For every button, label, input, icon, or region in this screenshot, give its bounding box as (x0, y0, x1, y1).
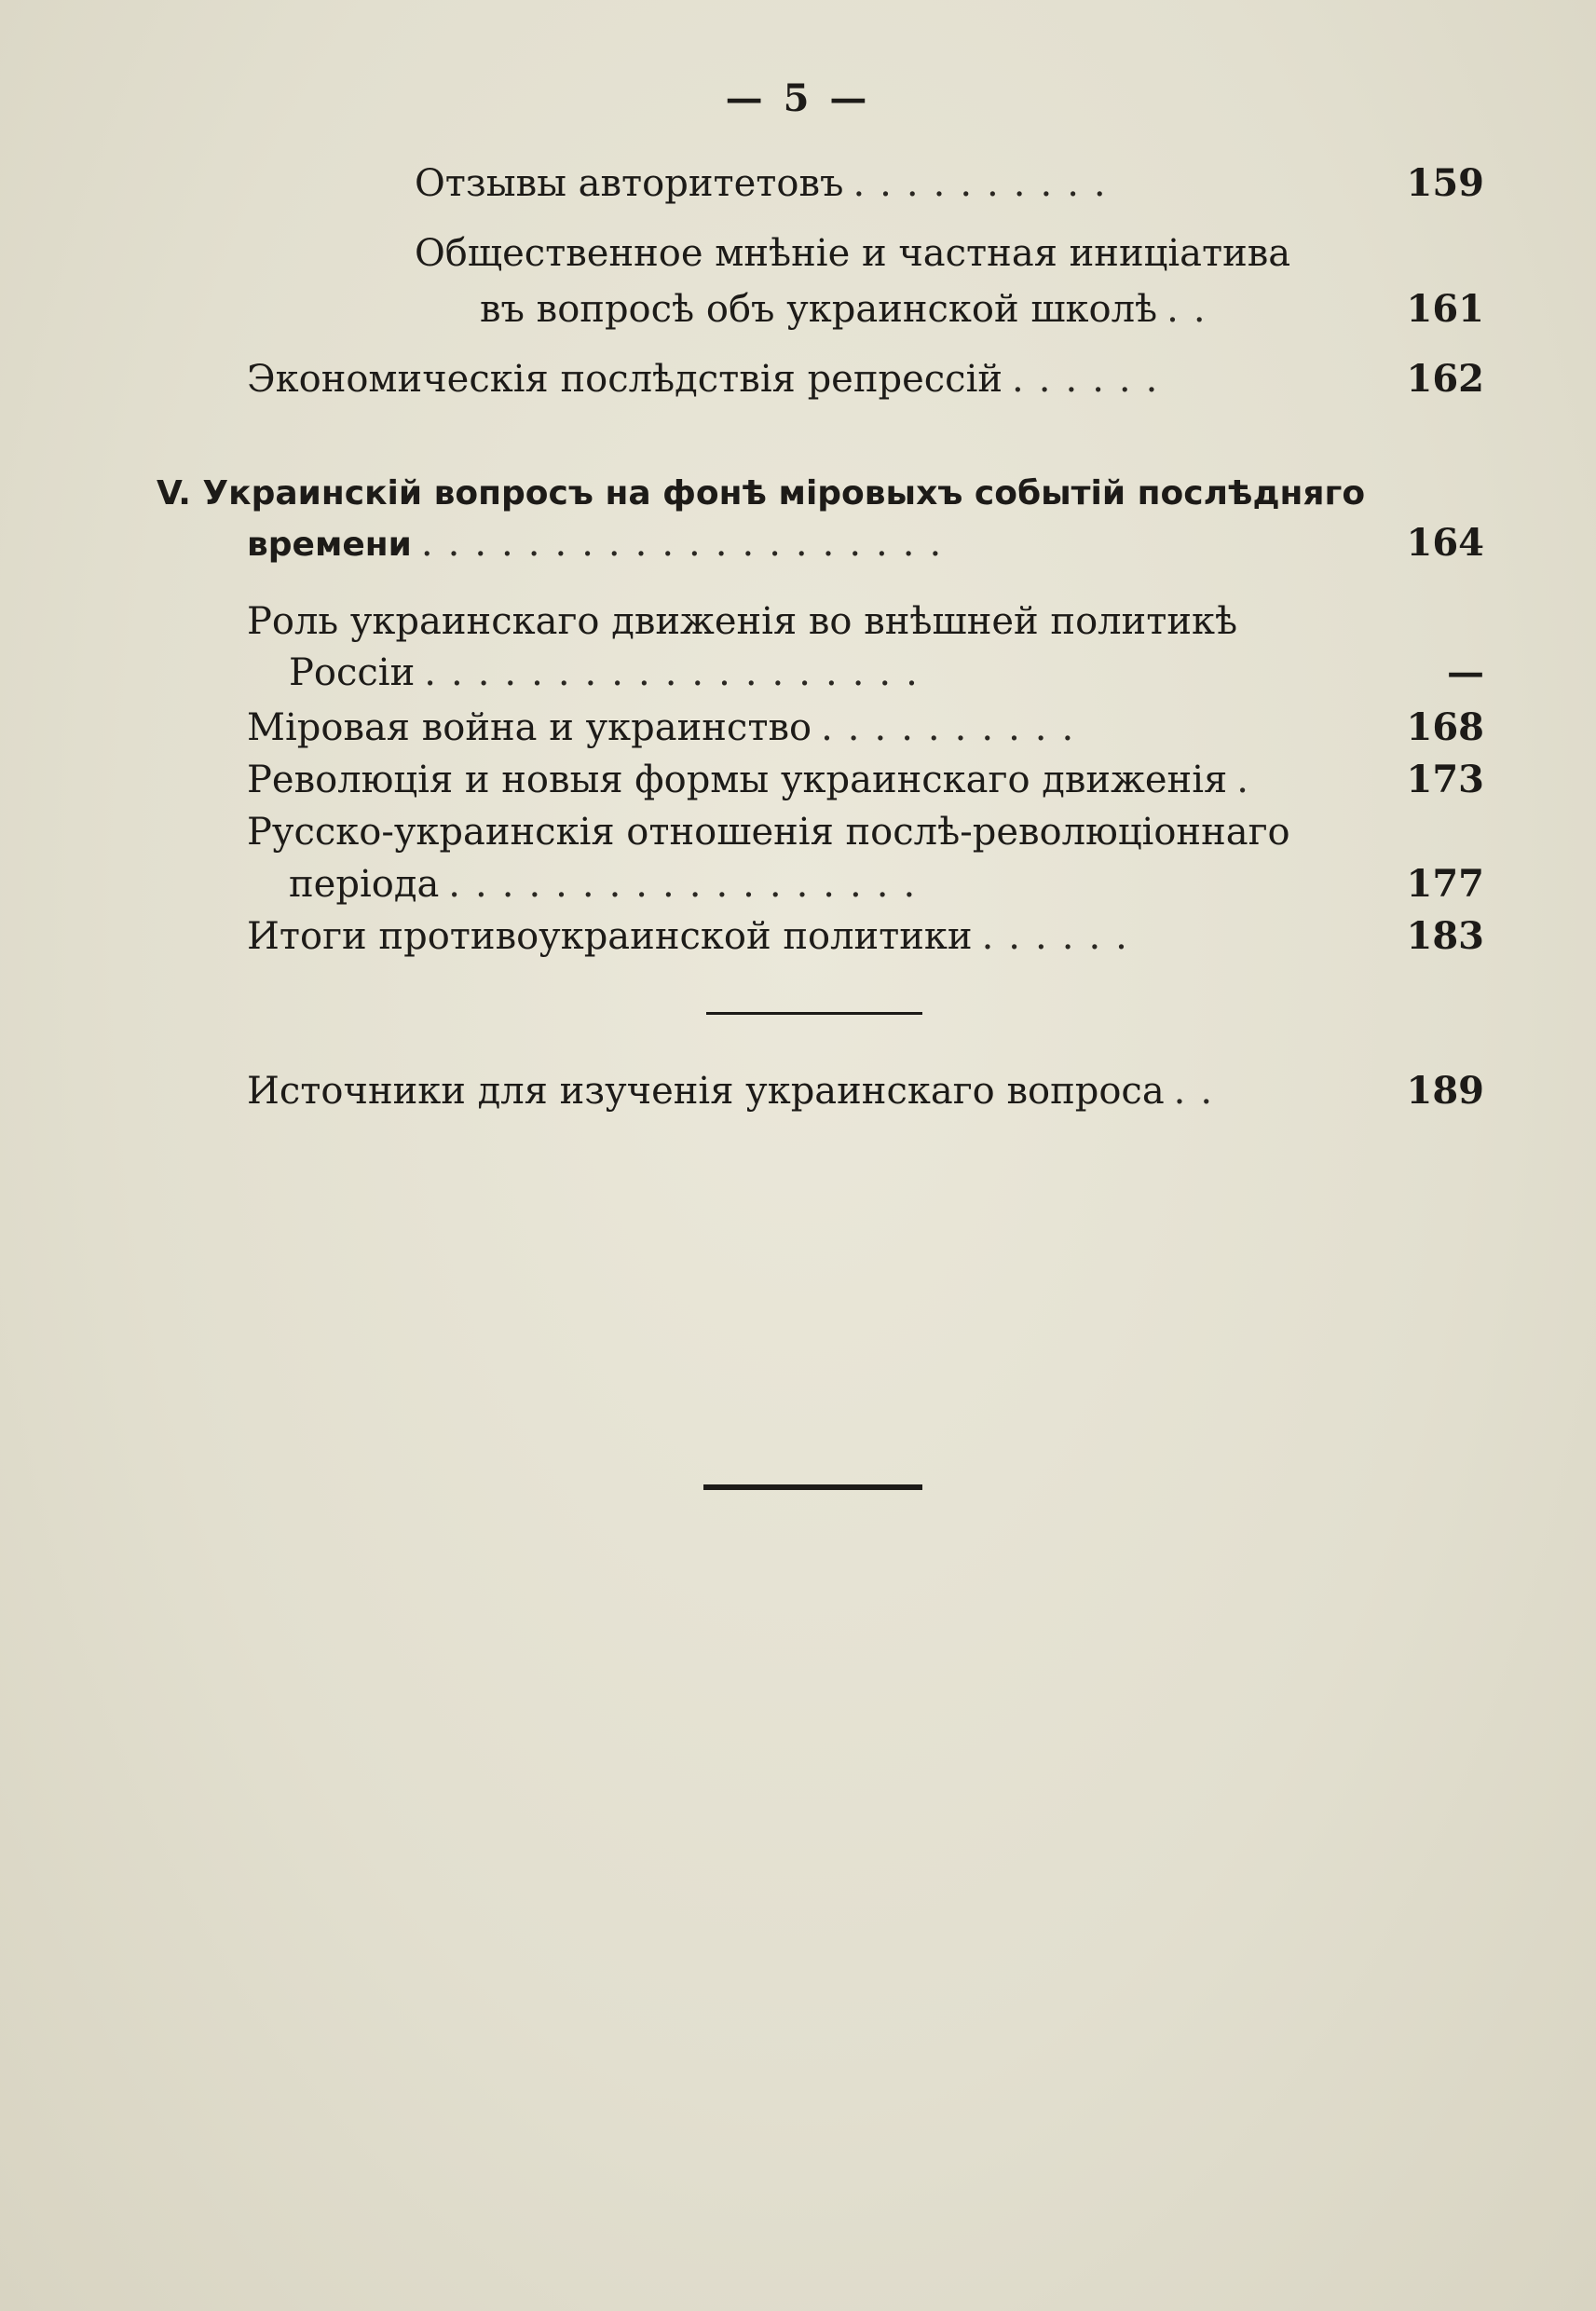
toc-entry-title: Источники для изученія украинскаго вопроса (247, 1070, 1165, 1113)
toc-leader-dots: ...... (1012, 358, 1173, 401)
toc-leader-dots: ...... (981, 915, 1142, 958)
toc-leader-dots: .......... (821, 706, 1089, 749)
toc-entry (289, 648, 1484, 698)
toc-leader-dots: .. (1173, 1070, 1228, 1113)
toc-page-number: — (1447, 650, 1484, 694)
toc-page-number: 183 (1406, 914, 1484, 958)
toc-entry-title: Россіи (289, 651, 416, 694)
toc-entry-line: Роль украинскаго движенія во внѣшней политикѣ (247, 600, 1238, 643)
toc-leader-dots: . (1236, 759, 1263, 801)
toc-entry-title: Міровая война и украинство (247, 706, 812, 749)
toc-leader-dots: .. (1166, 288, 1221, 331)
toc-page-number: 159 (1406, 161, 1484, 205)
toc-leader-dots: .......... (853, 162, 1121, 205)
divider-rule (706, 1012, 922, 1015)
toc-page-number: 164 (1406, 521, 1484, 565)
toc-entry (289, 859, 1484, 909)
toc-entry (247, 354, 1484, 404)
toc-entry (480, 284, 1484, 335)
toc-page-number: 162 (1406, 357, 1484, 401)
toc-leader-dots: .................... (420, 522, 957, 565)
toc-entry-title: Отзывы авторитетовъ (415, 162, 844, 205)
toc-entry (247, 911, 1484, 962)
toc-entry (247, 755, 1484, 805)
section-entry (247, 518, 1484, 570)
toc-entry (247, 703, 1484, 753)
toc-entry-title: Революція и новыя формы украинскаго движенія (247, 759, 1228, 801)
toc-page-number: 168 (1406, 705, 1484, 749)
toc-page-number: 177 (1406, 862, 1484, 906)
toc-entry-line: Общественное мнѣніе и частная иниціатива (415, 232, 1291, 275)
toc-entry-line: Русско-украинскія отношенія послѣ-революціоннаго (247, 811, 1290, 854)
section-heading-cont: времени (247, 526, 412, 564)
toc-page-number: 161 (1406, 287, 1484, 331)
page-number: — 5 — (725, 76, 871, 120)
toc-entry (247, 1066, 1484, 1116)
toc-entry-title: Итоги противоукраинской политики (247, 915, 973, 958)
toc-leader-dots: .................. (448, 863, 931, 906)
toc-entry-title: періода (289, 863, 440, 906)
toc-entry (415, 158, 1484, 209)
toc-page-number: 189 (1406, 1069, 1484, 1113)
end-rule (703, 1484, 922, 1490)
toc-page-number: 173 (1406, 758, 1484, 801)
toc-leader-dots: ................... (424, 651, 933, 694)
toc-entry-title: въ вопросѣ объ украинской школѣ (480, 288, 1158, 331)
section-heading: V. Украинскій вопросъ на фонѣ міровыхъ событій послѣдняго (157, 474, 1366, 513)
toc-entry-title: Экономическія послѣдствія репрессій (247, 358, 1003, 401)
